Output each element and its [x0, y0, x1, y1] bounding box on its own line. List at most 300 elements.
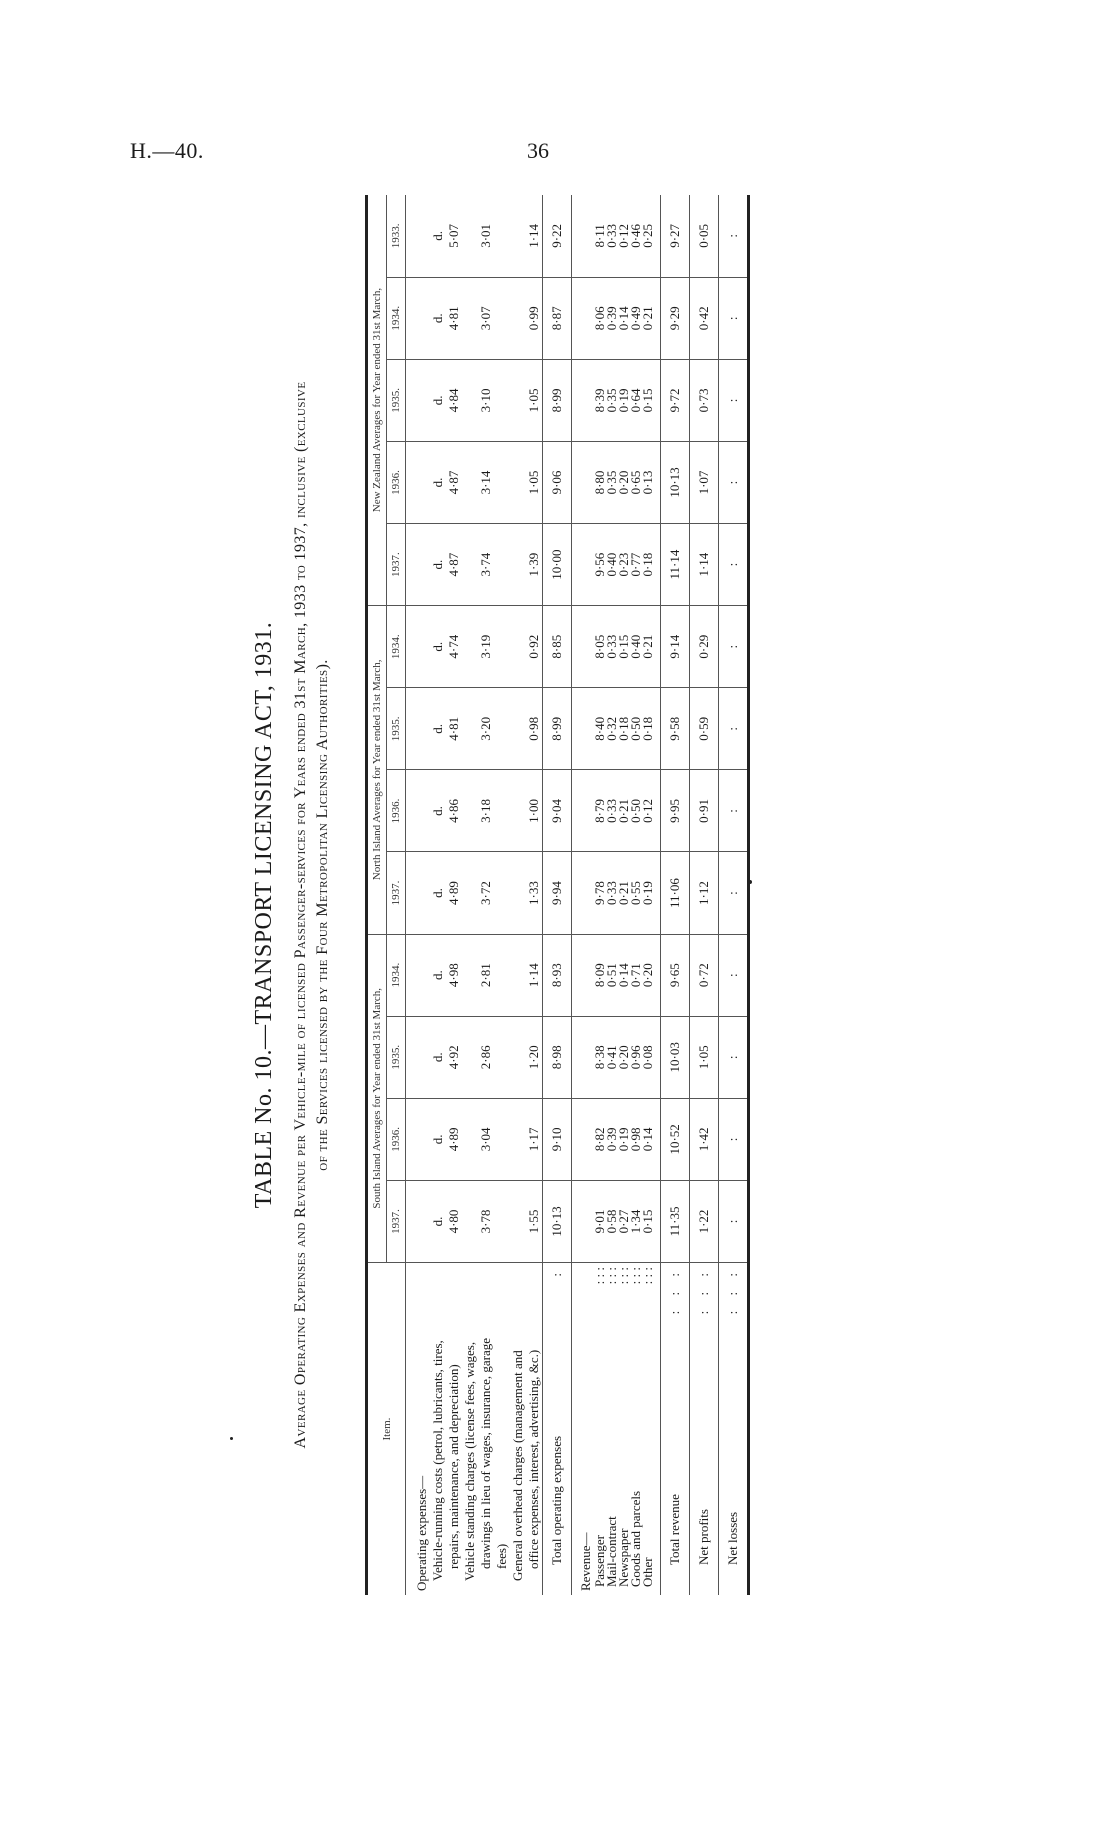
total-revenue-row — [661, 195, 690, 1595]
spacer — [494, 1021, 510, 1094]
vehicle-standing-value: 2·81 — [478, 963, 493, 988]
net-losses-label-cell — [719, 1263, 749, 1595]
table-subtitle-line-1: Average Operating Expenses and Revenue per Vehicle-mile of licensed Passenger-services for Years ended 31st March, 1933 to 1937, inclusive (exclusive — [292, 381, 309, 1449]
spacer — [462, 1185, 478, 1258]
general-overhead-value: 1·05 — [526, 470, 541, 495]
revenue-item-value: 0·18 — [616, 716, 631, 741]
total-revenue-label-cell — [661, 1263, 690, 1595]
total-revenue-value: 11·06 — [661, 852, 690, 934]
net-profits-value: 0·42 — [690, 277, 719, 359]
revenue-item-value: 0·55 — [628, 881, 643, 905]
net-profits-value: 0·05 — [690, 195, 719, 277]
revenue-item-value: 8·80 — [592, 470, 607, 495]
revenue-values-cell — [572, 770, 661, 852]
vehicle-running-value: 4·81 — [446, 716, 461, 741]
spacer — [462, 939, 478, 1012]
net-profits-value: 0·73 — [690, 359, 719, 441]
net-profits-value: 0·72 — [690, 934, 719, 1016]
revenue-values-cell — [572, 524, 661, 606]
revenue-item-value: 0·14 — [616, 306, 631, 331]
revenue-item-value: 8·39 — [592, 388, 607, 413]
net-profits-label-cell — [690, 1263, 719, 1595]
revenue-item-value: 8·40 — [592, 716, 607, 741]
spacer — [414, 1021, 430, 1094]
revenue-item-value: 0·39 — [604, 306, 619, 331]
spacer — [510, 856, 526, 929]
spacer — [414, 1185, 430, 1258]
leader-dots: : : : — [725, 1267, 740, 1315]
unit-label: d. — [430, 477, 445, 488]
net-losses-value: : — [719, 195, 749, 277]
net-profits-value: 1·05 — [690, 1016, 719, 1098]
vehicle-running-value: 4·84 — [446, 388, 461, 413]
year-header: 1937. — [387, 1180, 406, 1262]
vehicle-running-value: 4·89 — [446, 881, 461, 905]
spacer — [494, 1103, 510, 1176]
expenses-revenue-table — [365, 195, 750, 1595]
vehicle-running-value: 4·74 — [446, 634, 461, 659]
net-profits-value: 0·59 — [690, 688, 719, 770]
year-header: 1936. — [387, 1098, 406, 1180]
spacer — [510, 1103, 526, 1176]
revenue-item-value: 0·15 — [640, 1209, 655, 1234]
year-header: 1935. — [387, 1016, 406, 1098]
spacer — [494, 610, 510, 683]
vehicle-running-label: repairs, maintenance, and depreciation) — [446, 1364, 461, 1569]
revenue-values-cell — [572, 277, 661, 359]
revenue-item-value: 0·21 — [640, 634, 655, 659]
general-overhead-value: 1·17 — [526, 1127, 541, 1152]
year-header: 1936. — [387, 770, 406, 852]
revenue-values-cell — [572, 852, 661, 934]
operating-values-cell — [406, 195, 543, 277]
spacer — [494, 446, 510, 519]
operating-expenses-row — [406, 195, 543, 1595]
spacer — [510, 528, 526, 601]
revenue-item-value: 0·49 — [628, 306, 643, 331]
revenue-item-line — [642, 1267, 654, 1591]
spacer — [414, 939, 430, 1012]
total-operating-expenses-value: 10·00 — [543, 524, 572, 606]
revenue-item-value: 0·32 — [604, 716, 619, 741]
unit-label: d. — [430, 559, 445, 570]
revenue-item-value: 0·19 — [640, 881, 655, 905]
total-revenue-value: 11·14 — [661, 524, 690, 606]
net-losses-value: : — [719, 688, 749, 770]
general-overhead-value: 0·99 — [526, 306, 541, 331]
revenue-item-value: 0·21 — [640, 306, 655, 331]
spacer — [414, 446, 430, 519]
vehicle-standing-value: 3·78 — [478, 1209, 493, 1234]
spacer — [462, 1021, 478, 1094]
total-revenue-value: 9·29 — [661, 277, 690, 359]
year-header: 1933. — [387, 195, 406, 277]
spacer — [494, 1185, 510, 1258]
total-operating-expenses-value: 8·85 — [543, 606, 572, 688]
spacer — [462, 364, 478, 437]
spacer — [510, 364, 526, 437]
spacer — [414, 199, 430, 273]
revenue-item-value: 0·15 — [616, 634, 631, 659]
general-overhead-value: 1·55 — [526, 1209, 541, 1234]
revenue-values-cell — [572, 934, 661, 1016]
year-header: 1935. — [387, 688, 406, 770]
spacer — [414, 692, 430, 765]
vehicle-running-value: 4·87 — [446, 470, 461, 495]
year-header: 1937. — [387, 524, 406, 606]
total-revenue-value: 9·72 — [661, 359, 690, 441]
total-operating-expenses-value: 8·87 — [543, 277, 572, 359]
document-reference: H.—40. — [130, 138, 204, 163]
revenue-item-value: 0·18 — [640, 716, 655, 741]
item-column-header: Item. — [367, 1263, 406, 1595]
total-operating-expenses-value: 10·13 — [543, 1180, 572, 1262]
leader-dots: : — [549, 1267, 564, 1277]
revenue-item-value: 0·98 — [628, 1127, 643, 1152]
revenue-item-value: 0·14 — [640, 1127, 655, 1152]
revenue-values-cell — [572, 441, 661, 523]
revenue-item-label: Newspaper — [616, 1528, 631, 1587]
spacer — [414, 774, 430, 847]
rotated-table-page — [245, 190, 805, 1640]
total-operating-expenses-value: 9·22 — [543, 195, 572, 277]
year-header: 1936. — [387, 441, 406, 523]
revenue-item-value: 0·51 — [604, 963, 619, 988]
revenue-item-value: 0·33 — [604, 799, 619, 823]
net-losses-value: : — [719, 359, 749, 441]
spacer — [510, 939, 526, 1012]
revenue-item-value: 0·41 — [604, 1045, 619, 1070]
unit-label: d. — [430, 888, 445, 898]
revenue-item-value: 0·35 — [604, 470, 619, 495]
net-losses-value: : — [719, 934, 749, 1016]
total-revenue-value: 9·14 — [661, 606, 690, 688]
new-zealand-group-header: New Zealand Averages for Year ended 31st March, — [367, 195, 387, 606]
revenue-item-value: 0·40 — [628, 634, 643, 659]
spacer — [510, 282, 526, 355]
total-operating-expenses-value: 9·06 — [543, 441, 572, 523]
revenue-item-value: 0·65 — [628, 470, 643, 495]
revenue-item-label: Goods and parcels — [628, 1490, 643, 1587]
spacer — [414, 528, 430, 601]
total-operating-expenses-row — [543, 195, 572, 1595]
net-losses-value: : — [719, 770, 749, 852]
revenue-item-value: 0·08 — [640, 1045, 655, 1070]
net-losses-value: : — [719, 606, 749, 688]
revenue-label-cell — [572, 1263, 661, 1595]
unit-label: d. — [430, 230, 445, 241]
revenue-item-value: 0·21 — [616, 799, 631, 823]
spacer — [494, 856, 510, 929]
unit-label: d. — [430, 1216, 445, 1227]
net-profits-value: 1·22 — [690, 1180, 719, 1262]
vehicle-running-value: 4·92 — [446, 1045, 461, 1070]
year-header: 1935. — [387, 359, 406, 441]
net-losses-value: : — [719, 1016, 749, 1098]
general-overhead-label: office expenses, interest, advertising, &c.) — [526, 1349, 541, 1569]
revenue-row — [572, 195, 661, 1595]
revenue-item-value: 0·58 — [604, 1209, 619, 1234]
vehicle-running-label: Vehicle-running costs (petrol, lubricants, tires, — [430, 1340, 445, 1581]
vehicle-running-value: 5·07 — [446, 223, 461, 248]
total-operating-expenses-label: Total operating expenses — [549, 1435, 564, 1565]
operating-values-cell — [406, 1180, 543, 1262]
unit-label: d. — [430, 723, 445, 734]
revenue-item-value: 0·18 — [640, 552, 655, 577]
revenue-item-value: 0·25 — [640, 223, 655, 248]
spacer — [462, 282, 478, 355]
year-header: 1934. — [387, 934, 406, 1016]
vehicle-running-value: 4·86 — [446, 799, 461, 823]
spacer — [462, 199, 478, 273]
leader-dots: : : : — [696, 1267, 711, 1315]
revenue-item-value: 0·35 — [604, 388, 619, 413]
revenue-item-value: 8·38 — [592, 1045, 607, 1070]
general-overhead-value: 0·92 — [526, 634, 541, 659]
spacer — [462, 610, 478, 683]
revenue-item-line — [630, 1267, 642, 1591]
total-revenue-value: 9·95 — [661, 770, 690, 852]
revenue-item-value: 0·20 — [640, 963, 655, 988]
unit-label: d. — [430, 313, 445, 324]
total-revenue-value: 9·58 — [661, 688, 690, 770]
table-title: TABLE No. 10.—TRANSPORT LICENSING ACT, 1931. — [251, 621, 277, 1209]
total-operating-expenses-value: 9·04 — [543, 770, 572, 852]
spacer — [414, 610, 430, 683]
north-island-group-header: North Island Averages for Year ended 31st March, — [367, 606, 387, 934]
general-overhead-value: 1·00 — [526, 799, 541, 823]
spacer — [494, 528, 510, 601]
vehicle-running-value: 4·87 — [446, 552, 461, 577]
spacer — [494, 939, 510, 1012]
net-losses-value: : — [719, 524, 749, 606]
spacer — [510, 1021, 526, 1094]
revenue-values-cell — [572, 359, 661, 441]
revenue-values-cell — [572, 1016, 661, 1098]
spacer — [462, 774, 478, 847]
revenue-item-value: 0·64 — [628, 388, 643, 413]
vehicle-standing-label: fees) — [494, 1543, 509, 1569]
unit-label: d. — [430, 806, 445, 816]
vehicle-running-value: 4·81 — [446, 306, 461, 331]
revenue-item-value: 0·13 — [640, 470, 655, 495]
spacer — [494, 774, 510, 847]
operating-values-cell — [406, 1098, 543, 1180]
revenue-item-value: 0·96 — [628, 1045, 643, 1070]
revenue-item-value: 0·77 — [628, 552, 643, 577]
spacer — [414, 1103, 430, 1176]
revenue-item-value: 9·78 — [592, 881, 607, 905]
revenue-item-value: 8·06 — [592, 306, 607, 331]
vehicle-standing-value: 2·86 — [478, 1045, 493, 1070]
spacer — [510, 692, 526, 765]
net-losses-value: : — [719, 441, 749, 523]
total-revenue-value: 10·52 — [661, 1098, 690, 1180]
leader-dots: : : : — [628, 1267, 643, 1285]
net-profits-label: Net profits — [696, 1509, 711, 1565]
spacer — [510, 610, 526, 683]
revenue-values-cell — [572, 1180, 661, 1262]
total-operating-expenses-value: 8·98 — [543, 1016, 572, 1098]
operating-values-cell — [406, 359, 543, 441]
south-island-group-header: South Island Averages for Year ended 31st March, — [367, 934, 387, 1262]
spacer — [462, 528, 478, 601]
total-revenue-value: 9·65 — [661, 934, 690, 1016]
net-profits-value: 1·42 — [690, 1098, 719, 1180]
vehicle-running-value: 4·80 — [446, 1209, 461, 1234]
general-overhead-value: 1·14 — [526, 963, 541, 988]
revenue-item-value: 9·56 — [592, 552, 607, 577]
year-header: 1937. — [387, 852, 406, 934]
vehicle-standing-label: drawings in lieu of wages, insurance, garage — [478, 1337, 493, 1569]
spacer — [462, 692, 478, 765]
net-losses-value: : — [719, 1098, 749, 1180]
operating-values-cell — [406, 441, 543, 523]
operating-values-cell — [406, 770, 543, 852]
net-losses-value: : — [719, 852, 749, 934]
total-revenue-value: 10·03 — [661, 1016, 690, 1098]
general-overhead-value: 1·20 — [526, 1045, 541, 1070]
operating-values-cell — [406, 1016, 543, 1098]
vehicle-standing-value: 3·20 — [478, 716, 493, 741]
net-profits-value: 0·91 — [690, 770, 719, 852]
vehicle-standing-value: 3·10 — [478, 388, 493, 413]
total-operating-expenses-value: 9·10 — [543, 1098, 572, 1180]
vehicle-standing-label: Vehicle standing charges (license fees, wages, — [462, 1341, 477, 1581]
operating-values-cell — [406, 277, 543, 359]
revenue-item-label: Passenger — [592, 1535, 607, 1587]
general-overhead-value: 1·05 — [526, 388, 541, 413]
table-subtitle-line-2: of the Services licensed by the Four Metropolitan Licensing Authorities). — [314, 659, 331, 1171]
total-operating-expenses-value: 8·99 — [543, 359, 572, 441]
revenue-item-value: 0·15 — [640, 388, 655, 413]
vehicle-standing-value: 3·72 — [478, 881, 493, 905]
net-losses-label: Net losses — [725, 1511, 740, 1565]
vehicle-running-value: 4·98 — [446, 963, 461, 988]
vehicle-standing-value: 3·18 — [478, 799, 493, 823]
revenue-item-value: 0·12 — [640, 799, 655, 823]
vehicle-running-value: 4·89 — [446, 1127, 461, 1152]
revenue-item-value: 0·46 — [628, 223, 643, 248]
revenue-values-cell — [572, 606, 661, 688]
revenue-item-value: 0·21 — [616, 881, 631, 905]
operating-values-cell — [406, 934, 543, 1016]
revenue-item-value: 8·05 — [592, 634, 607, 659]
total-revenue-value: 11·35 — [661, 1180, 690, 1262]
leader-dots: : : : — [592, 1267, 607, 1285]
print-speck — [230, 1437, 233, 1440]
total-operating-expenses-label-cell — [543, 1263, 572, 1595]
revenue-item-value: 0·19 — [616, 1127, 631, 1152]
spacer — [510, 446, 526, 519]
total-revenue-value: 10·13 — [661, 441, 690, 523]
year-header: 1934. — [387, 277, 406, 359]
unit-label: d. — [430, 395, 445, 406]
revenue-item-value: 0·20 — [616, 1045, 631, 1070]
operating-expenses-label-cell — [406, 1263, 543, 1595]
general-overhead-value: 0·98 — [526, 716, 541, 741]
revenue-item-value: 8·09 — [592, 963, 607, 988]
revenue-item-value: 0·50 — [628, 716, 643, 741]
revenue-item-value: 0·20 — [616, 470, 631, 495]
total-revenue-label: Total revenue — [667, 1494, 682, 1565]
net-profits-value: 1·12 — [690, 852, 719, 934]
net-profits-value: 1·14 — [690, 524, 719, 606]
revenue-item-value: 0·40 — [604, 552, 619, 577]
spacer — [414, 364, 430, 437]
operating-values-cell — [406, 688, 543, 770]
revenue-item-value: 1·34 — [628, 1209, 643, 1234]
spacer — [414, 856, 430, 929]
revenue-item-value: 8·79 — [592, 799, 607, 823]
revenue-values-cell — [572, 195, 661, 277]
revenue-item-value: 8·11 — [592, 224, 607, 248]
spacer — [462, 446, 478, 519]
vehicle-standing-value: 3·14 — [478, 470, 493, 495]
spacer — [494, 692, 510, 765]
net-profits-row — [690, 195, 719, 1595]
operating-values-cell — [406, 852, 543, 934]
total-revenue-value: 9·27 — [661, 195, 690, 277]
revenue-item-value: 8·82 — [592, 1127, 607, 1152]
spacer — [414, 282, 430, 355]
net-losses-value: : — [719, 1180, 749, 1262]
revenue-item-value: 0·50 — [628, 799, 643, 823]
net-losses-row — [719, 195, 749, 1595]
spacer — [462, 1103, 478, 1176]
total-operating-expenses-value: 8·99 — [543, 688, 572, 770]
vehicle-standing-value: 3·07 — [478, 306, 493, 331]
revenue-heading: Revenue— — [578, 1532, 593, 1591]
revenue-item-value: 0·33 — [604, 881, 619, 905]
unit-label: d. — [430, 641, 445, 652]
revenue-item-value: 0·14 — [616, 963, 631, 988]
general-overhead-label: General overhead charges (management and — [510, 1350, 525, 1581]
spacer — [510, 1185, 526, 1258]
spacer — [494, 282, 510, 355]
revenue-item-value: 0·71 — [628, 963, 643, 988]
general-overhead-value: 1·33 — [526, 881, 541, 905]
total-operating-expenses-value: 9·94 — [543, 852, 572, 934]
revenue-item-label: Mail-contract — [604, 1516, 619, 1587]
net-profits-value: 1·07 — [690, 441, 719, 523]
leader-dots: : : : — [640, 1267, 655, 1285]
operating-values-cell — [406, 606, 543, 688]
net-profits-value: 0·29 — [690, 606, 719, 688]
spacer — [510, 774, 526, 847]
leader-dots: : : : — [616, 1267, 631, 1285]
revenue-item-value: 0·33 — [604, 634, 619, 659]
spacer — [494, 199, 510, 273]
vehicle-standing-value: 3·19 — [478, 634, 493, 659]
unit-label: d. — [430, 1134, 445, 1145]
vehicle-standing-value: 3·74 — [478, 552, 493, 577]
general-overhead-value: 1·14 — [526, 223, 541, 248]
revenue-item-value: 0·19 — [616, 388, 631, 413]
vehicle-standing-value: 3·01 — [478, 223, 493, 248]
leader-dots: : : : — [667, 1267, 682, 1315]
revenue-item-value: 0·27 — [616, 1209, 631, 1234]
spacer — [510, 199, 526, 273]
revenue-item-value: 9·01 — [592, 1209, 607, 1234]
unit-label: d. — [430, 1052, 445, 1063]
revenue-values-cell — [572, 1098, 661, 1180]
unit-label: d. — [430, 970, 445, 981]
year-header: 1934. — [387, 606, 406, 688]
vehicle-standing-value: 3·04 — [478, 1127, 493, 1152]
operating-values-cell — [406, 524, 543, 606]
page-number: 36 — [527, 138, 549, 163]
